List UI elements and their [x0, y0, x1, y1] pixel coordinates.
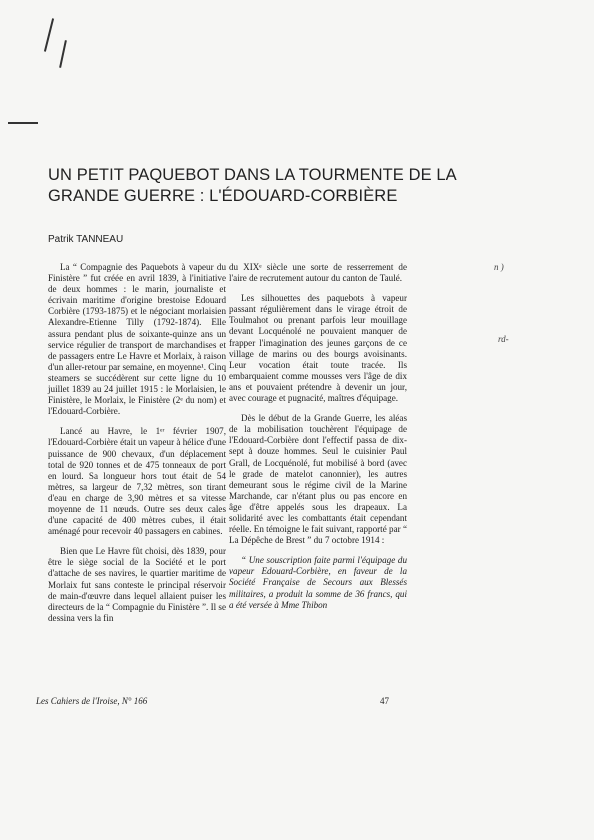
scan-artifact-line: [59, 40, 67, 68]
page-number: 47: [380, 696, 389, 706]
scan-artifact-dash: [8, 122, 38, 124]
paragraph: La “ Compagnie des Paquebots à vapeur du Finistère ” fut créée en avril 1839, à l'initiative de deux hommes : le marin, journaliste et écrivain maritime d'origine brestoise Edouard Corbière (1793-1875) et le négociant morlaisien Alexandre-Etienne Tilly (1792-1874). Elle assura pendant plus de soixante-quinze ans un service régulier de transport de marchandises et de passagers entre Le Havre et Morlaix, à raison d'un aller-retour par semaine, en moyenne¹. Cinq steamers se succédèrent sur cette ligne du 10 juillet 1839 au 24 juillet 1915 : le Morlaisien, le Finistère, le Morlaix, le Finistère (2ᵉ du nom) et l'Edouard-Corbière.: [48, 262, 226, 417]
paragraph: Lancé au Havre, le 1ᵉʳ février 1907, l'Edouard-Corbière était un vapeur à hélice d'une puissance de 900 chevaux, d'un déplacement total de 920 tonnes et de 475 tonneaux de port en lourd. Sa longueur hors tout était de 54 mètres, sa largeur de 7,32 mètres, son tirant d'eau en charge de 3,90 mètres et sa vitesse moyenne de 11 nœuds. Outre ses deux cales d'une capacité de 400 mètres cubes, il était aménagé pour recevoir 40 passagers en cabines.: [48, 426, 227, 537]
margin-annotation: n ): [494, 262, 504, 272]
quotation: “ Une souscription faite parmi l'équipage du vapeur Edouard-Corbière, en faveur de la Société Française de Secours aux Blessés militaires, a produit la somme de 36 francs, qui a été versée à Mme Thibon: [229, 555, 407, 610]
paragraph: Bien que Le Havre fût choisi, dès 1839, pour être le siège social de la Société et le port d'attache de ses navires, le quartier maritime de Morlaix fut sans conteste le principal réservoir de main-d'œuvre dans lequel allaient puiser les directeurs de la “ Compagnie du Finistère ”. Il se dessina vers la fin: [48, 546, 226, 623]
journal-reference: Les Cahiers de l'Iroise, N° 166: [36, 696, 148, 706]
paragraph: Les silhouettes des paquebots à vapeur passant régulièrement dans le virage étroit de Toulmahot ou prenant parfois leur mouillage devant Locquénolé ne pouvaient manquer de frapper l'imagination des jeunes garçons de ce village de marins ou des bourgs avoisinants. Leur vocation était toute tracée. Ils embarquaient comme mousses vers l'âge de dix ans et pouvaient prétendre à devenir un jour, avec courage et pugnacité, maîtres d'équipage.: [229, 293, 407, 404]
article-author: Patrik TANNEAU: [48, 234, 124, 245]
paragraph: Dès le début de la Grande Guerre, les aléas de la mobilisation touchèrent l'équipage de l'Edouard-Corbière dont l'effectif passa de dix-sept à douze hommes. Seul le cuisinier Paul Grall, de Locquénolé, fut mobilisé à bord (avec le grade de matelot canonnier), les autres demeurant sous le régime civil de la Marine Marchande, car n'étant plus ou pas encore en âge d'être appelés sous les drapeaux. La solidarité avec les combattants était cependant réelle. En témoigne le fait suivant, rapporté par “ La Dépêche de Brest ” du 7 octobre 1914 :: [229, 413, 407, 546]
margin-annotation: rd-: [498, 334, 509, 344]
right-column: [229, 262, 407, 620]
scan-artifact-line: [44, 18, 54, 51]
left-column: [48, 262, 226, 633]
article-title: UN PETIT PAQUEBOT DANS LA TOURMENTE DE LA GRANDE GUERRE : L'ÉDOUARD-CORBIÈRE: [48, 166, 456, 205]
paragraph: du XIXᵉ siècle une sorte de resserrement de l'aire de recrutement autour du canton de Taulé.: [229, 262, 407, 284]
